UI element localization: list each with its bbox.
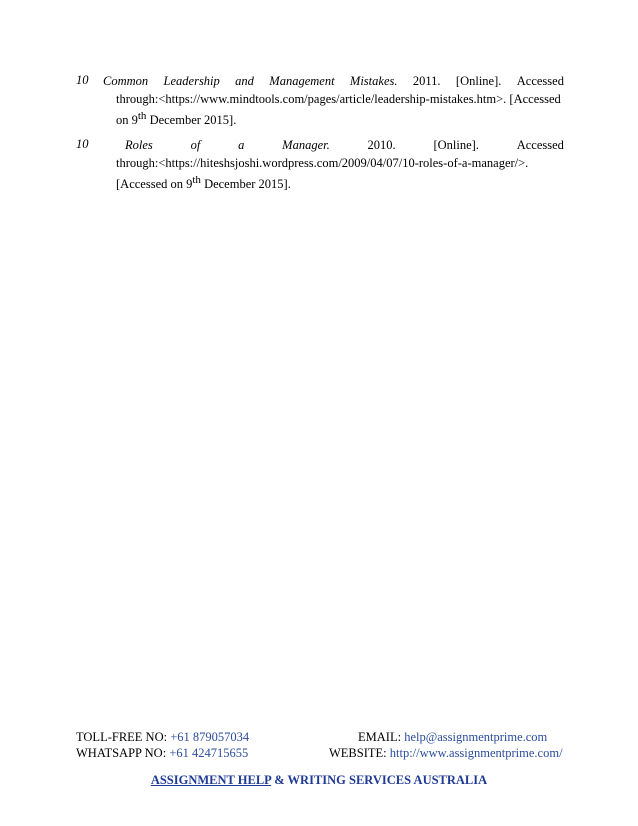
assignment-help-link[interactable]: ASSIGNMENT HELP [150, 773, 272, 787]
reference-online: [Online]. [455, 74, 502, 88]
reference-accessed-line [116, 112, 236, 128]
ordinal-suffix: th [192, 174, 201, 186]
title-word: Common [103, 74, 149, 88]
tollfree [76, 730, 249, 745]
title-word: and [235, 74, 254, 88]
reference-url-line [116, 155, 528, 171]
reference-accessed: Accessed [516, 138, 564, 152]
email-label: EMAIL: [358, 730, 405, 744]
title-word: Roles [125, 138, 153, 152]
accessed-date-post: December 2015]. [146, 113, 237, 127]
tagline-ampersand: & [271, 773, 288, 787]
website-link[interactable]: http://www.assignmentprime.com/ [389, 746, 563, 760]
accessed-date-pre: on 9 [116, 113, 138, 127]
accessed-date-post: December 2015]. [200, 177, 291, 191]
reference-number: 10 [76, 73, 89, 87]
reference-url-line [116, 91, 561, 107]
accessed-date-pre: [Accessed on 9 [116, 177, 193, 191]
website [329, 746, 563, 761]
tollfree-number[interactable]: +61 879057034 [170, 730, 250, 744]
reference-year: 2010. [367, 138, 396, 152]
footer-tagline [0, 773, 638, 788]
reference-accessed: Accessed [516, 74, 564, 88]
tagline-rest: WRITING SERVICES AUSTRALIA [287, 773, 488, 787]
ordinal-suffix: th [137, 110, 147, 122]
title-word: Mistakes. [349, 74, 398, 88]
reference-title-line [125, 137, 564, 153]
reference-year: 2011. [412, 74, 441, 88]
whatsapp [76, 746, 248, 761]
reference-online: [Online]. [433, 138, 479, 152]
reference-accessed-line [116, 176, 291, 192]
website-label: WEBSITE: [329, 746, 390, 760]
reference-number: 10 [76, 137, 89, 151]
reference-title-line [103, 73, 564, 89]
reference-url: through:<https://www.mindtools.com/pages/article/leadership-mistakes.htm>. [Accessed [116, 92, 561, 106]
tollfree-label: TOLL-FREE NO: [76, 730, 171, 744]
title-word: Leadership [163, 74, 220, 88]
title-word: Management [269, 74, 335, 88]
email [358, 730, 547, 745]
title-word: of [190, 138, 201, 152]
whatsapp-number[interactable]: +61 424715655 [169, 746, 249, 760]
title-word: Manager. [282, 138, 330, 152]
whatsapp-label: WHATSAPP NO: [76, 746, 170, 760]
reference-url: through:<https://hiteshsjoshi.wordpress.com/2009/04/07/10-roles-of-a-manager/>. [116, 156, 529, 170]
title-word: a [238, 138, 245, 152]
email-link[interactable]: help@assignmentprime.com [404, 730, 548, 744]
